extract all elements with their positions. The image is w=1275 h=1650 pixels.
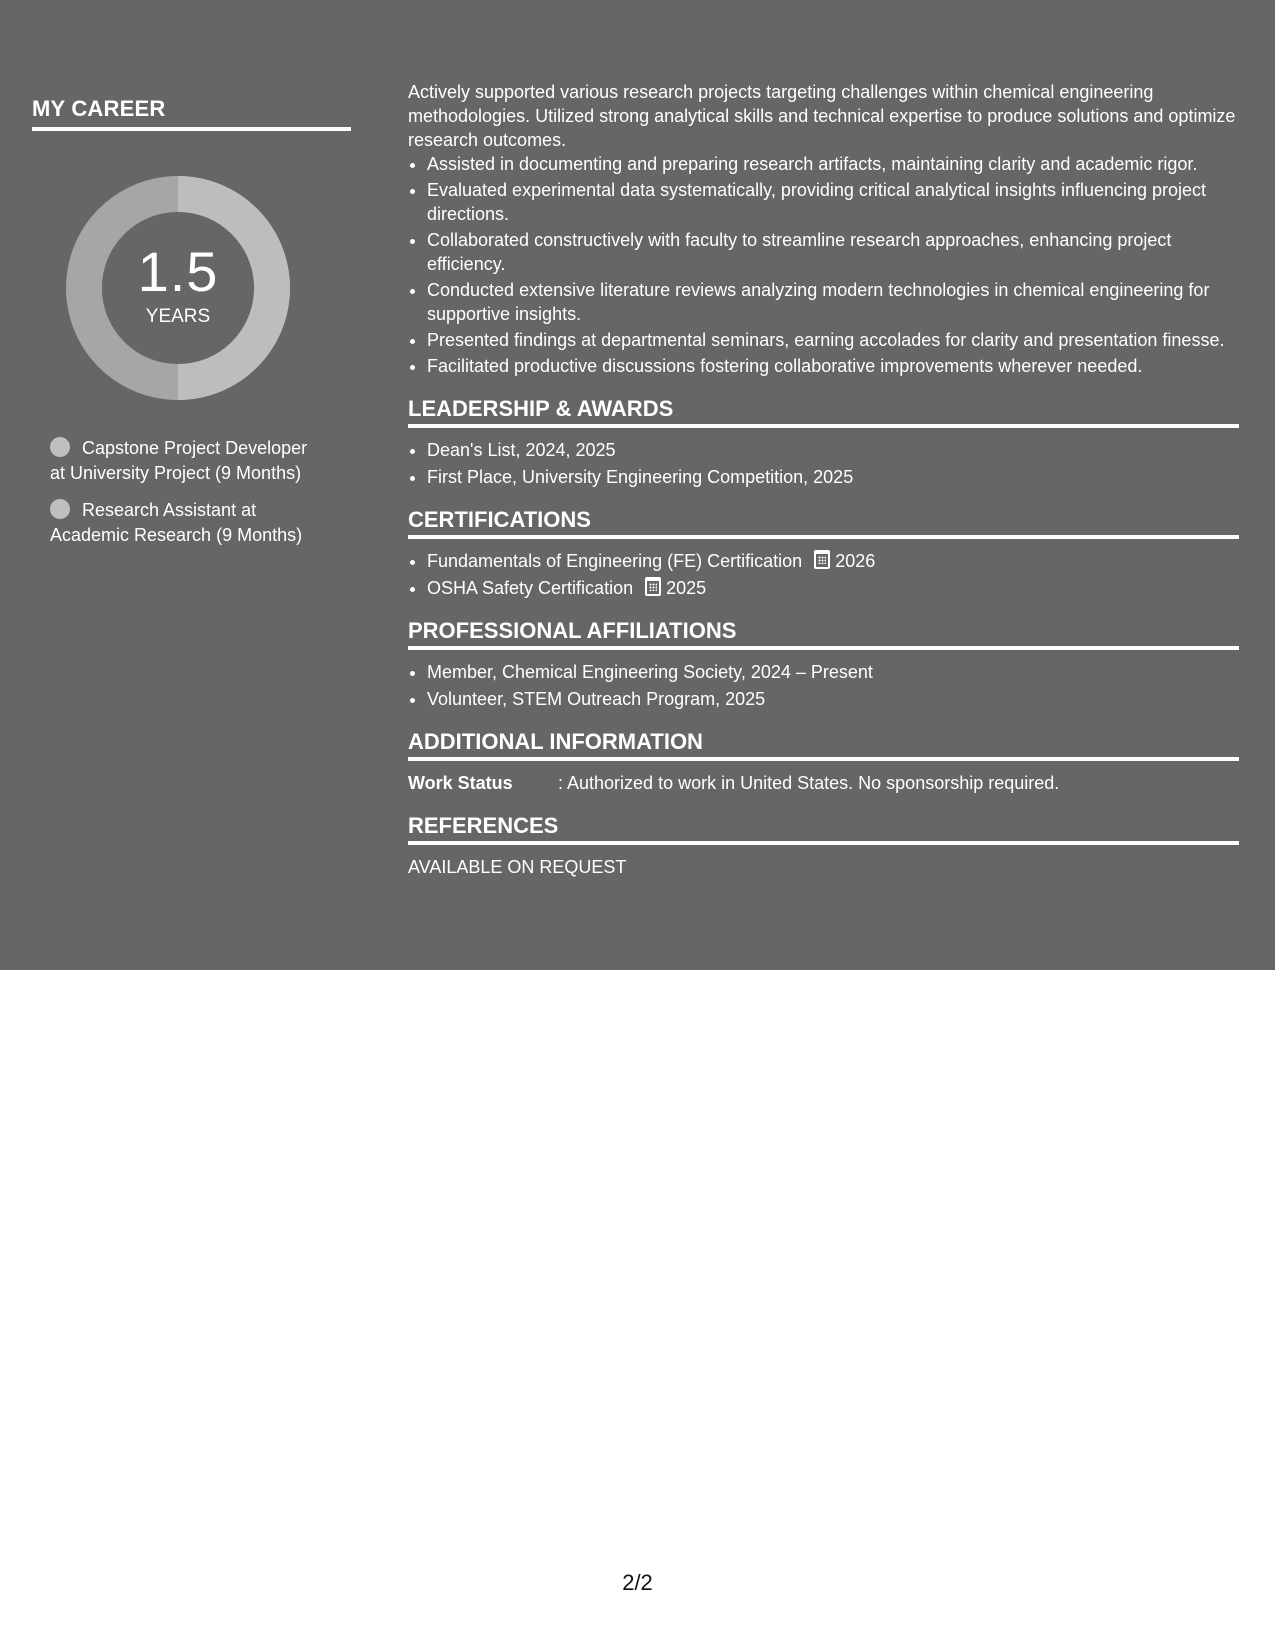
role-detail: Academic Research (9 Months) — [50, 525, 303, 545]
experience-intro: Actively supported various research projects targeting challenges within chemical engineering methodologies. Utilized strong analytical skills and technical expertise to produce solutions and optimize research outcomes. — [408, 82, 1236, 150]
list-item: • Assisted in documenting and preparing research artifacts, maintaining clarity and academic rigor. — [427, 152, 1239, 176]
certifications-heading: CERTIFICATIONS — [408, 507, 1239, 539]
leadership-heading: LEADERSHIP & AWARDS — [408, 396, 1239, 428]
calendar-icon — [814, 550, 830, 569]
main-column — [408, 80, 1239, 879]
role-detail: at University Project (9 Months) — [50, 463, 302, 483]
certification-name: Fundamentals of Engineering (FE) Certification — [427, 551, 803, 571]
work-status-label: Work Status — [408, 773, 513, 793]
list-item: • Presented findings at departmental seminars, earning accolades for clarity and presentation finesse. — [427, 328, 1239, 352]
certification-item — [427, 576, 1239, 600]
certification-name: OSHA Safety Certification — [427, 578, 634, 598]
work-status-value: : Authorized to work in United States. No sponsorship required. — [558, 773, 1060, 793]
bullet-dot-icon — [50, 437, 70, 457]
bullet-dot-icon — [50, 499, 70, 519]
references-text: AVAILABLE ON REQUEST — [408, 857, 627, 877]
career-column — [32, 96, 351, 545]
career-heading: MY CAREER — [32, 96, 351, 131]
list-item: • Member, Chemical Engineering Society, 2024 – Present — [427, 660, 1239, 684]
certifications-section — [408, 507, 1239, 600]
additional-section — [408, 729, 1239, 795]
experience-bullets — [408, 152, 1239, 378]
list-item: • Conducted extensive literature reviews analyzing modern technologies in chemical engineering for supportive insights. — [427, 278, 1239, 326]
additional-heading: ADDITIONAL INFORMATION — [408, 729, 1239, 761]
career-role — [50, 498, 340, 548]
list-item: • Dean's List, 2024, 2025 — [427, 438, 1239, 462]
certification-year: 2025 — [666, 578, 707, 598]
certification-item — [427, 549, 1239, 573]
page-number: 2/2 — [622, 1570, 653, 1595]
list-item: • Evaluated experimental data systematically, providing critical analytical insights influencing project directions. — [427, 178, 1239, 226]
career-role — [50, 436, 340, 486]
list-item: • Facilitated productive discussions fostering collaborative improvements wherever needed. — [427, 354, 1239, 378]
affiliations-heading: PROFESSIONAL AFFILIATIONS — [408, 618, 1239, 650]
references-section — [408, 813, 1239, 879]
years-number: 1.5 — [137, 240, 219, 303]
affiliations-section — [408, 618, 1239, 711]
role-title: Capstone Project Developer — [82, 438, 308, 458]
years-donut-chart — [66, 176, 290, 400]
list-item: • First Place, University Engineering Competition, 2025 — [427, 465, 1239, 489]
years-unit: YEARS — [145, 306, 211, 327]
calendar-icon — [645, 577, 661, 596]
career-roles — [50, 436, 340, 560]
work-status-row — [408, 771, 1239, 795]
leadership-section — [408, 396, 1239, 489]
references-heading: REFERENCES — [408, 813, 1239, 845]
list-item: • Volunteer, STEM Outreach Program, 2025 — [427, 687, 1239, 711]
role-title: Research Assistant at — [82, 500, 257, 520]
certification-year: 2026 — [835, 551, 876, 571]
list-item: • Collaborated constructively with faculty to streamline research approaches, enhancing project efficiency. — [427, 228, 1239, 276]
